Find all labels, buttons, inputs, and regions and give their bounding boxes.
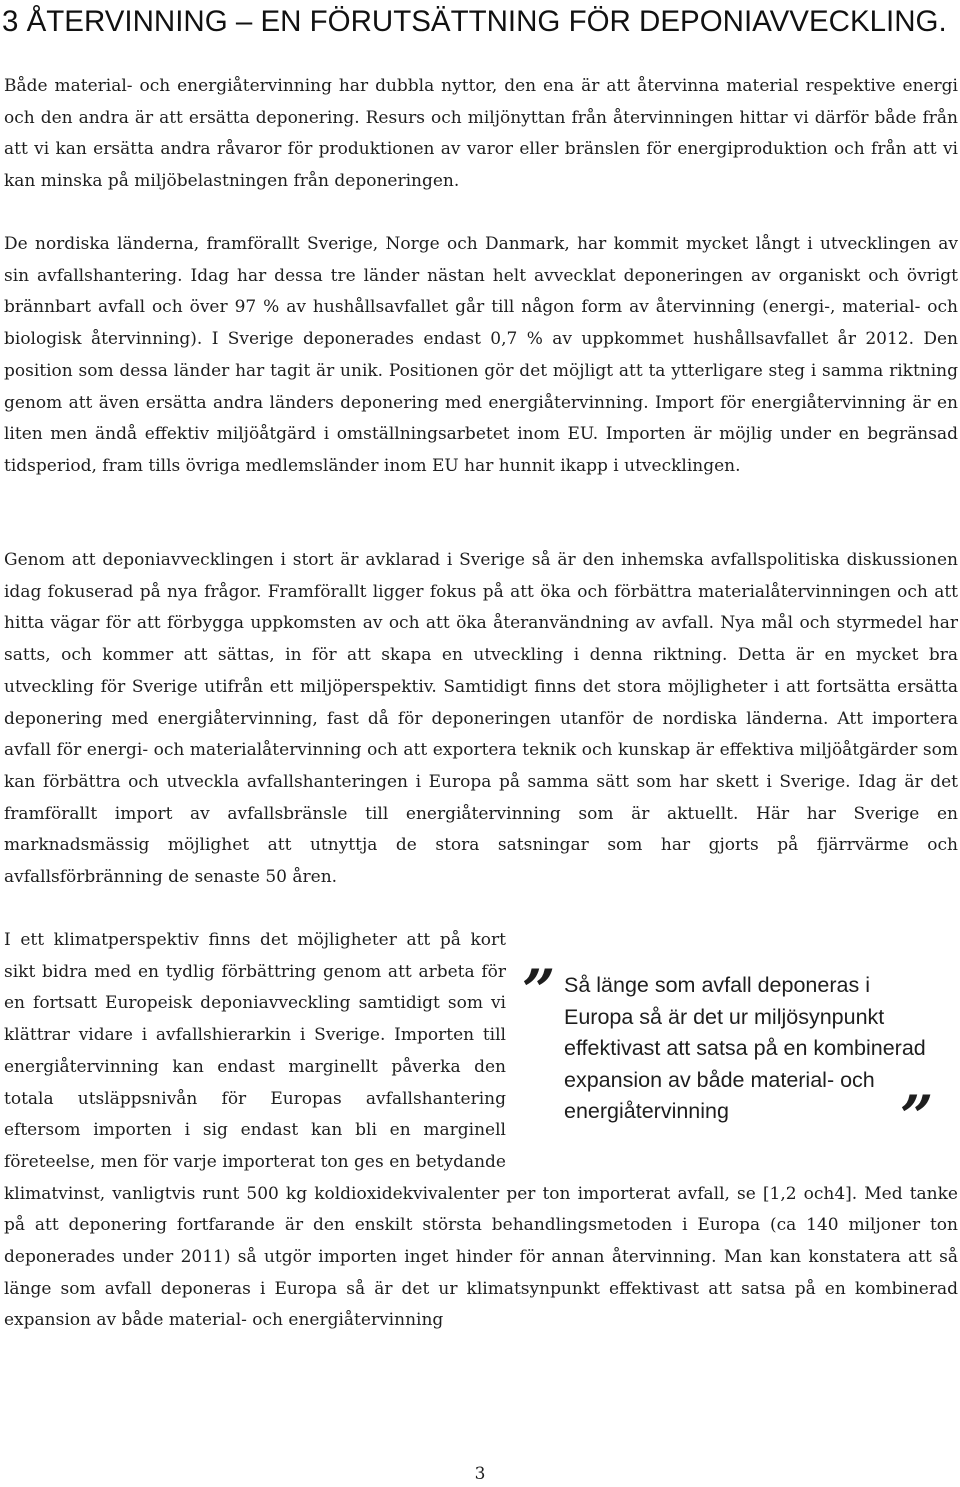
quote-close-mark: ” xyxy=(900,1083,934,1151)
paragraph-2: De nordiska länderna, framförallt Sverige, Norge och Danmark, har kommit mycket långt i utvecklingen av sin avfallshantering. Idag har dessa tre länder nästan helt avvecklat deponeringen av organiskt och övrigt brännbart avfall och över 97 % av hushållsavfallet går till någon form av återvinning (energi-, material- och biologisk återvinning). I Sverige deponerades endast 0,7 % av uppkommet hushållsavfallet år 2012. Den position som dessa länder har tagit är unik. Positionen gör det möjligt att ta ytterligare steg i samma riktning genom att även ersätta andra länders deponering med energiåtervinning. Import för energiåtervinning är en liten men ändå effektiv miljöåtgärd i omställningsarbetet inom EU. Importen är möjlig under en begränsad tidsperiod, fram tills övriga medlemsländer inom EU har hunnit ikapp i utvecklingen. xyxy=(4,234,958,476)
section-heading: 3 ÅTERVINNING – EN FÖRUTSÄTTNING FÖR DEPONIAVVECKLING. xyxy=(2,5,947,38)
paragraph-4-text: I ett klimatperspektiv finns det möjligheter att på kort sikt bidra med en tydlig förbättring genom att arbeta för en fortsatt Europeisk deponiavveckling samtidigt som vi klättrar vidare i avfallshierarkin i Sverige. Importen till energiåtervinning kan endast marginellt påverka den totala utsläppsnivån för Europas avfallshantering eftersom importen i sig endast kan bli en marginell företeelse, men för varje importerat ton ges en betydande klimatvinst, vanligtvis runt 500 kg koldioxidekvivalenter per ton importerat avfall, se [1,2 och4]. Med tanke på att deponering fortfarande är den enskilt största behandlingsmetoden i Europa (ca 140 miljoner ton deponerades under 2011) så utgör importen inget hinder för annan återvinning. Man kan konstatera att så länge som avfall deponeras i Europa så är det ur klimatsynpunkt effektivast att satsa på en kombinerad expansion av både material- och energiåtervinning xyxy=(4,930,958,1331)
quote-open-mark: ” xyxy=(522,957,556,1025)
pullquote xyxy=(522,957,952,1151)
paragraph-3: Genom att deponiavvecklingen i stort är avklarad i Sverige så är den inhemska avfallspolitiska diskussionen idag fokuserad på nya frågor. Framförallt ligger fokus på att öka och förbättra materialåtervinningen och att hitta vägar för att förbygga uppkomsten av och att öka återanvändning av avfall. Nya mål och styrmedel har satts, och kommer att sättas, in för att skapa en utveckling i denna riktning. Detta är en mycket bra utveckling för Sverige utifrån ett miljöperspektiv. Samtidigt finns det stora möjligheter i att fortsätta ersätta deponering med energiåtervinning, fast då för deponeringen utanför de nordiska länderna. Att importera avfall för energi- och materialåtervinning och att exportera teknik och kunskap är effektiva miljöåtgärder som kan förbättra och utveckla avfallshanteringen i Europa på samma sätt som har skett i Sverige. Idag är det framförallt import av avfallsbränsle till energiåtervinning som är aktuellt. Här har Sverige en marknadsmässig möjlighet att utnyttja de stora satsningar som har gjorts på fjärrvärme och avfallsförbränning de senaste 50 åren. xyxy=(4,550,958,888)
paragraph-1: Både material- och energiåtervinning har dubbla nyttor, den ena är att återvinna material respektive energi och den andra är att ersätta deponering. Resurs och miljönyttan från återvinningen hittar vi därför både från att vi kan ersätta andra råvaror för produktionen av varor eller bränslen för energiproduktion och från att vi kan minska på miljöbelastningen från deponeringen. xyxy=(4,76,958,192)
pullquote-text: Så länge som avfall deponeras i Europa så är det ur miljösynpunkt effektivast att satsa på en kombinerad expansion av både material- och energiåtervinning xyxy=(564,973,926,1123)
page-number: 3 xyxy=(474,1464,486,1484)
